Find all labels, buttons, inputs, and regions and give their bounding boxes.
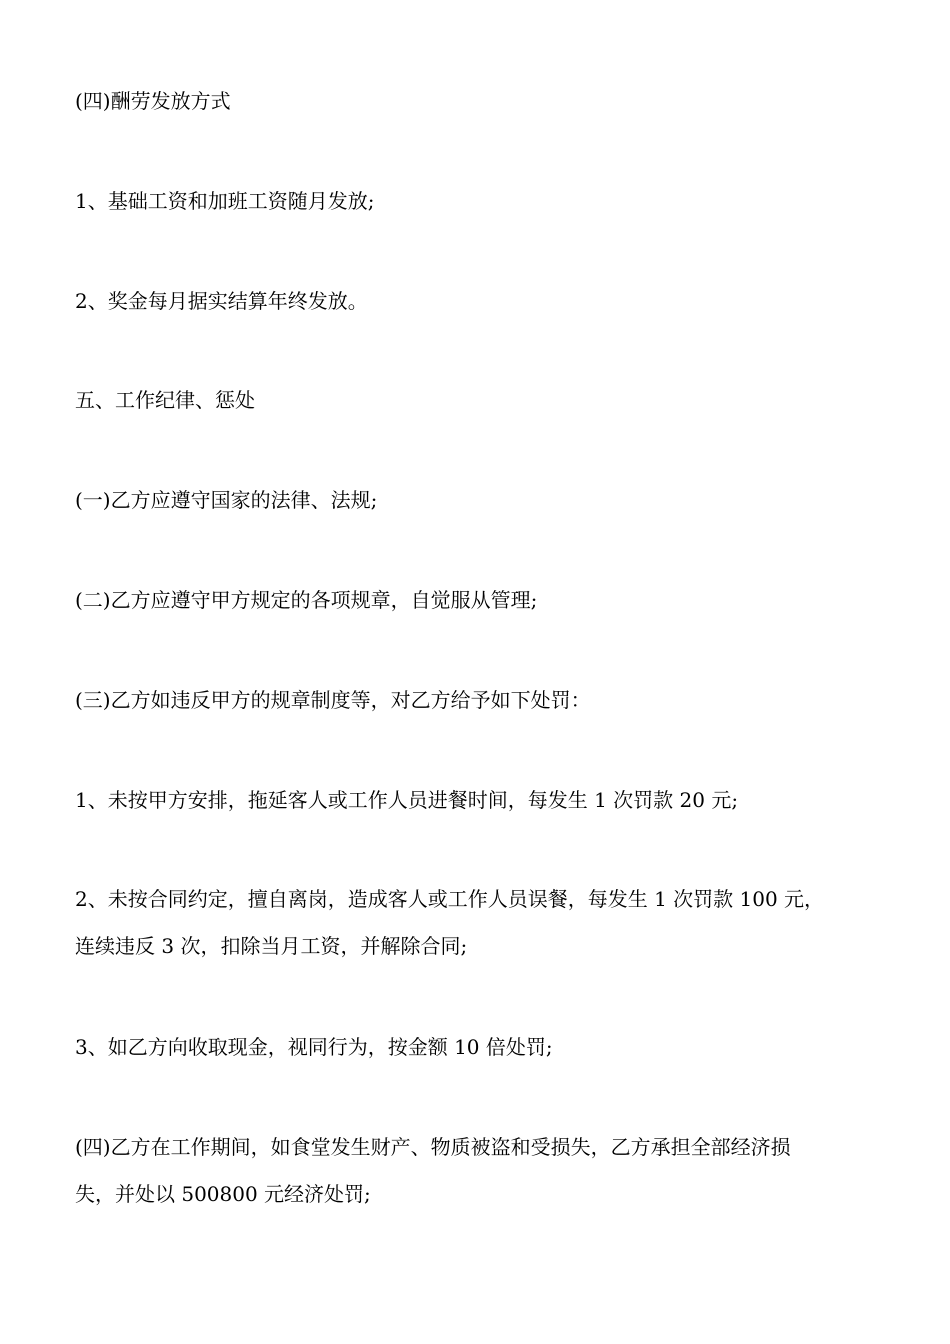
text-line: 失，并处以 500800 元经济处罚;	[75, 1182, 371, 1206]
penalty-item-cash	[75, 1024, 895, 1071]
clause-penalties	[75, 677, 895, 724]
text-line: 五、工作纪律、惩处	[75, 388, 255, 412]
text-line: 1、基础工资和加班工资随月发放;	[75, 189, 375, 213]
clause-obey-laws	[75, 477, 895, 524]
clause-property-loss	[75, 1124, 895, 1218]
text-line: (一)乙方应遵守国家的法律、法规;	[75, 488, 378, 512]
text-line: 2、未按合同约定，擅自离岗，造成客人或工作人员误餐，每发生 1 次罚款 100 元，	[75, 887, 825, 911]
clause-obey-rules	[75, 577, 895, 624]
item-basic-salary	[75, 178, 895, 225]
item-bonus	[75, 278, 895, 325]
text-line: 2、奖金每月据实结算年终发放。	[75, 289, 368, 313]
text-line: (二)乙方应遵守甲方规定的各项规章，自觉服从管理;	[75, 588, 538, 612]
penalty-item-leave-post	[75, 876, 895, 970]
text-line: (四)酬劳发放方式	[75, 89, 231, 113]
text-line: (三)乙方如违反甲方的规章制度等，对乙方给予如下处罚：	[75, 688, 591, 712]
text-line: 1、未按甲方安排，拖延客人或工作人员进餐时间，每发生 1 次罚款 20 元;	[75, 788, 739, 812]
penalty-item-delay	[75, 777, 895, 824]
text-line: 3、如乙方向收取现金，视同行为，按金额 10 倍处罚;	[75, 1035, 553, 1059]
section-heading-discipline	[75, 377, 895, 424]
text-line: 连续违反 3 次，扣除当月工资，并解除合同;	[75, 934, 468, 958]
text-line: (四)乙方在工作期间，如食堂发生财产、物质被盗和受损失，乙方承担全部经济损	[75, 1135, 791, 1159]
heading-remuneration-payment	[75, 78, 895, 125]
